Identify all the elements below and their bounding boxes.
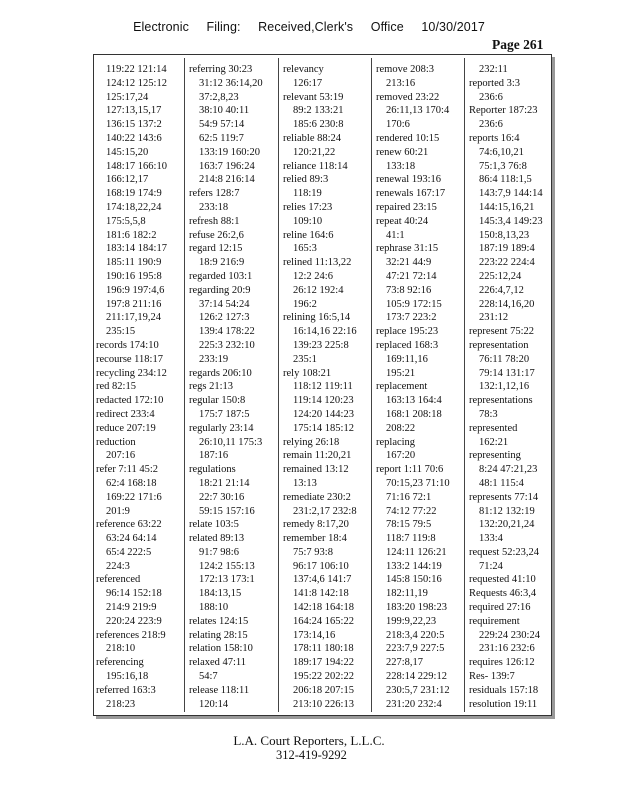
index-entry-line: repaired 23:15 <box>376 201 437 213</box>
index-entry-line: 133:4 <box>479 533 503 545</box>
index-entry-line: 78:3 <box>479 408 498 420</box>
index-entry-line: 78:15 79:5 <box>386 519 432 531</box>
index-entry-line: replacing <box>376 436 416 448</box>
index-entry-line: 225:12,24 <box>479 270 522 282</box>
index-entry-line: 163:7 196:24 <box>199 160 255 172</box>
index-entry-line: 133:18 <box>386 160 416 172</box>
index-entry-line: 182:11,19 <box>386 588 428 600</box>
index-entry-line: records 174:10 <box>96 339 159 351</box>
index-entry-line: 16:14,16 22:16 <box>293 326 357 338</box>
index-entry-line: 143:7,9 144:14 <box>479 188 543 200</box>
index-entry-line: relating 28:15 <box>189 629 248 641</box>
index-entry-line: 223:7,9 227:5 <box>386 643 445 655</box>
index-entry-line: 175:14 185:12 <box>293 422 354 434</box>
index-entry-line: 170:6 <box>386 119 410 131</box>
index-entry-line: reline 164:6 <box>283 229 334 241</box>
index-entry-line: refresh 88:1 <box>189 215 240 227</box>
index-entry-line: 165:3 <box>293 243 317 255</box>
index-entry-line: 145:15,20 <box>106 146 149 158</box>
index-entry-line: relation 158:10 <box>189 643 253 655</box>
index-entry-line: 118:7 119:8 <box>386 533 436 545</box>
index-entry-line: reliance 118:14 <box>283 160 348 172</box>
index-entry-line: 231:16 232:6 <box>479 643 535 655</box>
filing-label: Filing: <box>206 20 241 34</box>
index-entry-line: 137:4,6 141:7 <box>293 574 352 586</box>
index-entry-line: 141:8 142:18 <box>293 588 349 600</box>
index-entry-line: 31:12 36:14,20 <box>199 77 263 89</box>
index-entry-line: refers 128:7 <box>189 188 240 200</box>
index-entry-line: replacement <box>376 381 428 393</box>
index-entry-line: 54:7 <box>199 671 218 683</box>
index-entry-line: 218:10 <box>106 643 136 655</box>
index-entry-line: remediate 230:2 <box>283 491 351 503</box>
index-entry-line: 187:16 <box>199 450 229 462</box>
index-entry-line: 62:4 168:18 <box>106 477 157 489</box>
index-entry-line: 167:20 <box>386 450 416 462</box>
index-entry-line: 236:6 <box>479 119 503 131</box>
index-entry-line: 220:24 223:9 <box>106 615 162 627</box>
index-entry-line: 37:14 54:24 <box>199 298 250 310</box>
index-entry-line: 76:11 78:20 <box>479 353 530 365</box>
index-entry-line: 89:2 133:21 <box>293 105 344 117</box>
index-entry-line: red 82:15 <box>96 381 136 393</box>
index-entry-line: 196:9 197:4,6 <box>106 284 165 296</box>
index-entry-line: 189:17 194:22 <box>293 657 354 669</box>
index-entry-line: 190:16 195:8 <box>106 270 162 282</box>
index-entry-line: regards 206:10 <box>189 367 252 379</box>
index-entry-line: relied 89:3 <box>283 174 329 186</box>
index-entry-line: recycling 234:12 <box>96 367 167 379</box>
index-entry-line: 229:24 230:24 <box>479 629 540 641</box>
index-entry-line: related 89:13 <box>189 533 245 545</box>
index-column-4 <box>376 63 463 711</box>
filing-received: Received,Clerk's <box>258 20 354 34</box>
index-entry-line: representation <box>469 339 529 351</box>
index-entry-line: represented <box>469 422 518 434</box>
index-entry-line: regs 21:13 <box>189 381 234 393</box>
index-entry-line: rephrase 31:15 <box>376 243 439 255</box>
index-entry-line: 166:12,17 <box>106 174 149 186</box>
index-entry-line: 48:1 115:4 <box>479 477 524 489</box>
index-entry-line: 174:18,22,24 <box>106 201 162 213</box>
index-entry-line: redacted 172:10 <box>96 395 164 407</box>
index-entry-line: referring 30:23 <box>189 64 253 75</box>
index-column-2 <box>189 63 276 711</box>
index-entry-line: 132:20,21,24 <box>479 519 535 531</box>
index-entry-line: 226:4,7,12 <box>479 284 524 296</box>
index-entry-line: repeat 40:24 <box>376 215 429 227</box>
index-entry-line: 126:17 <box>293 77 323 89</box>
index-entry-line: 145:8 150:16 <box>386 574 442 586</box>
footer-phone: 312-419-9292 <box>276 748 347 762</box>
index-entry-line: 140:22 143:6 <box>106 132 162 144</box>
index-entry-line: renew 60:21 <box>376 146 429 158</box>
index-entry-line: 150:8,13,23 <box>479 229 530 241</box>
index-entry-line: 227:8,17 <box>386 657 424 669</box>
footer-company: L.A. Court Reporters, L.L.C. <box>233 733 385 748</box>
index-entry-line: reduction <box>96 436 136 448</box>
index-entry-line: 195:21 <box>386 367 416 379</box>
index-entry-line: Requests 46:3,4 <box>469 588 537 600</box>
index-entry-line: 175:7 187:5 <box>199 408 250 420</box>
index-entry-line: 185:6 230:8 <box>293 119 344 131</box>
index-entry-line: 162:21 <box>479 436 509 448</box>
index-entry-line: 231:2,17 232:8 <box>293 505 357 517</box>
index-entry-line: 79:14 131:17 <box>479 367 535 379</box>
index-entry-line: 139:23 225:8 <box>293 339 349 351</box>
index-entry-line: 119:22 121:14 <box>106 64 167 75</box>
index-entry-line: regard 12:15 <box>189 243 243 255</box>
index-entry-line: 233:18 <box>199 201 229 213</box>
index-entry-line: 206:18 207:15 <box>293 684 354 696</box>
index-entry-line: 181:6 182:2 <box>106 229 157 241</box>
index-column-3 <box>283 63 370 711</box>
index-entry-line: 54:9 57:14 <box>199 119 245 131</box>
index-entry-line: 75:1,3 76:8 <box>479 160 527 172</box>
index-entry-line: 105:9 172:15 <box>386 298 442 310</box>
index-entry-line: relaxed 47:11 <box>189 657 247 669</box>
index-entry-line: 164:24 165:22 <box>293 615 354 627</box>
index-entry-line: 120:21,22 <box>293 146 336 158</box>
index-entry-line: 144:15,16,21 <box>479 201 535 213</box>
index-entry-line: remain 11:20,21 <box>283 450 352 462</box>
index-entry-line: 230:5,7 231:12 <box>386 684 450 696</box>
index-entry-line: reference 63:22 <box>96 519 162 531</box>
index-entry-line: 235:1 <box>293 353 317 365</box>
index-entry-line: requires 126:12 <box>469 657 535 669</box>
index-entry-line: remember 18:4 <box>283 533 347 545</box>
index-entry-line: 148:17 166:10 <box>106 160 167 172</box>
index-entry-line: 71:24 <box>479 560 503 572</box>
index-entry-line: remove 208:3 <box>376 64 435 75</box>
index-entry-line: 195:22 202:22 <box>293 671 354 683</box>
index-entry-line: 145:3,4 149:23 <box>479 215 543 227</box>
index-entry-line: relevant 53:19 <box>283 91 344 103</box>
index-entry-line: 37:2,8,23 <box>199 91 239 103</box>
index-entry-line: 22:7 30:16 <box>199 491 245 503</box>
index-entry-line: 118:12 119:11 <box>293 381 353 393</box>
filing-header <box>0 20 618 34</box>
index-entry-line: 75:7 93:8 <box>293 546 333 558</box>
index-entry-line: 41:1 <box>386 229 405 241</box>
index-entry-line: 70:15,23 71:10 <box>386 477 450 489</box>
index-entry-line: redirect 233:4 <box>96 408 155 420</box>
index-entry-line: 12:2 24:6 <box>293 270 333 282</box>
index-entry-line: relying 26:18 <box>283 436 340 448</box>
page-number: Page 261 <box>492 37 544 52</box>
index-entry-line: 136:15 137:2 <box>106 119 162 131</box>
index-entry-line: reports 16:4 <box>469 132 520 144</box>
index-entry-line: referenced <box>96 574 141 586</box>
index-entry-line: 188:10 <box>199 602 229 614</box>
index-entry-line: 65:4 222:5 <box>106 546 152 558</box>
column-divider <box>371 58 372 712</box>
index-entry-line: 175:5,5,8 <box>106 215 146 227</box>
filing-office: Office <box>370 20 404 34</box>
index-entry-line: 119:14 120:23 <box>293 395 354 407</box>
index-entry-line: 26:11,13 170:4 <box>386 105 450 117</box>
index-entry-line: regulations <box>189 464 236 476</box>
index-entry-line: 118:19 <box>293 188 322 200</box>
index-entry-line: 178:11 180:18 <box>293 643 354 655</box>
index-entry-line: remained 13:12 <box>283 464 349 476</box>
index-entry-line: 13:13 <box>293 477 317 489</box>
index-entry-line: 124:11 126:21 <box>386 546 447 558</box>
index-entry-line: 187:19 189:4 <box>479 243 535 255</box>
column-divider <box>184 58 185 712</box>
index-entry-line: 109:10 <box>293 215 323 227</box>
index-entry-line: 233:19 <box>199 353 229 365</box>
index-entry-line: 81:12 132:19 <box>479 505 535 517</box>
index-entry-line: 218:23 <box>106 698 136 710</box>
index-entry-line: 169:22 171:6 <box>106 491 162 503</box>
index-entry-line: 231:12 <box>479 312 509 324</box>
index-entry-line: 211:17,19,24 <box>106 312 162 324</box>
index-entry-line: reduce 207:19 <box>96 422 156 434</box>
index-entry-line: 96:14 152:18 <box>106 588 162 600</box>
filing-date: 10/30/2017 <box>421 20 485 34</box>
index-entry-line: residuals 157:18 <box>469 684 539 696</box>
index-entry-line: relined 11:13,22 <box>283 257 352 269</box>
index-entry-line: refer 7:11 45:2 <box>96 464 159 476</box>
index-entry-line: 86:4 118:1,5 <box>479 174 532 186</box>
index-entry-line: replace 195:23 <box>376 326 439 338</box>
index-entry-line: representations <box>469 395 533 407</box>
index-entry-line: references 218:9 <box>96 629 166 641</box>
index-entry-line: 168:1 208:18 <box>386 408 442 420</box>
index-entry-line: 173:7 223:2 <box>386 312 437 324</box>
index-entry-line: remedy 8:17,20 <box>283 519 349 531</box>
index-entry-line: 127:13,15,17 <box>106 105 162 117</box>
index-entry-line: representing <box>469 450 521 462</box>
index-entry-line: 213:16 <box>386 77 416 89</box>
index-entry-line: 63:24 64:14 <box>106 533 157 545</box>
index-entry-line: represent 75:22 <box>469 326 535 338</box>
index-entry-line: 32:21 44:9 <box>386 257 432 269</box>
index-entry-line: 231:20 232:4 <box>386 698 442 710</box>
index-entry-line: 163:13 164:4 <box>386 395 442 407</box>
index-entry-line: 26:10,11 175:3 <box>199 436 263 448</box>
index-entry-line: report 1:11 70:6 <box>376 464 444 476</box>
index-entry-line: 26:12 192:4 <box>293 284 344 296</box>
index-entry-line: 73:8 92:16 <box>386 284 432 296</box>
index-entry-line: 208:22 <box>386 422 416 434</box>
index-entry-line: release 118:11 <box>189 684 250 696</box>
index-entry-line: resolution 19:11 <box>469 698 538 710</box>
index-entry-line: 47:21 72:14 <box>386 270 437 282</box>
index-entry-line: 232:11 <box>479 64 508 75</box>
index-entry-line: 196:2 <box>293 298 317 310</box>
index-entry-line: 199:9,22,23 <box>386 615 437 627</box>
index-entry-line: renewals 167:17 <box>376 188 446 200</box>
index-entry-line: 223:22 224:4 <box>479 257 535 269</box>
index-entry-line: 18:21 21:14 <box>199 477 250 489</box>
index-column-1 <box>96 63 183 711</box>
index-entry-line: 74:12 77:22 <box>386 505 437 517</box>
index-entry-line: relining 16:5,14 <box>283 312 351 324</box>
index-entry-line: 218:3,4 220:5 <box>386 629 445 641</box>
index-entry-line: 184:13,15 <box>199 588 242 600</box>
index-entry-line: 214:9 219:9 <box>106 602 157 614</box>
index-entry-line: 125:17,24 <box>106 91 149 103</box>
index-entry-line: 169:11,16 <box>386 353 428 365</box>
index-entry-line: 133:19 160:20 <box>199 146 260 158</box>
index-entry-line: reported 3:3 <box>469 77 521 89</box>
index-entry-line: regarded 103:1 <box>189 270 253 282</box>
index-entry-line: 168:19 174:9 <box>106 188 162 200</box>
index-entry-line: 133:2 144:19 <box>386 560 442 572</box>
index-entry-line: regularly 23:14 <box>189 422 254 434</box>
index-entry-line: 59:15 157:16 <box>199 505 255 517</box>
index-entry-line: replaced 168:3 <box>376 339 439 351</box>
index-entry-line: recourse 118:17 <box>96 353 163 365</box>
index-entry-line: 195:16,18 <box>106 671 149 683</box>
index-entry-line: 173:14,16 <box>293 629 336 641</box>
index-entry-line: 124:20 144:23 <box>293 408 354 420</box>
index-entry-line: Reporter 187:23 <box>469 105 538 117</box>
index-entry-line: 201:9 <box>106 505 130 517</box>
index-entry-line: 124:2 155:13 <box>199 560 255 572</box>
index-entry-line: 228:14 229:12 <box>386 671 447 683</box>
index-entry-line: 18:9 216:9 <box>199 257 245 269</box>
index-entry-line: 207:16 <box>106 450 136 462</box>
index-entry-line: rely 108:21 <box>283 367 332 379</box>
index-entry-line: renewal 193:16 <box>376 174 442 186</box>
index-entry-line: 62:5 119:7 <box>199 132 244 144</box>
index-entry-line: required 27:16 <box>469 602 531 614</box>
index-entry-line: 224:3 <box>106 560 130 572</box>
index-entry-line: removed 23:22 <box>376 91 440 103</box>
index-entry-line: 228:14,16,20 <box>479 298 535 310</box>
index-entry-line: refuse 26:2,6 <box>189 229 244 241</box>
index-entry-line: 172:13 173:1 <box>199 574 255 586</box>
index-entry-line: 183:14 184:17 <box>106 243 167 255</box>
index-entry-line: relates 124:15 <box>189 615 249 627</box>
index-entry-line: represents 77:14 <box>469 491 539 503</box>
index-entry-line: 225:3 232:10 <box>199 339 255 351</box>
index-entry-line: 142:18 164:18 <box>293 602 354 614</box>
index-entry-line: relate 103:5 <box>189 519 239 531</box>
index-entry-line: 124:12 125:12 <box>106 77 167 89</box>
index-entry-line: 71:16 72:1 <box>386 491 432 503</box>
index-column-5 <box>469 63 556 711</box>
index-entry-line: relies 17:23 <box>283 201 333 213</box>
index-entry-line: Res- 139:7 <box>469 671 515 683</box>
index-entry-line: 235:15 <box>106 326 136 338</box>
index-entry-line: 38:10 40:11 <box>199 105 250 117</box>
index-entry-line: requested 41:10 <box>469 574 536 586</box>
column-divider <box>278 58 279 712</box>
index-entry-line: 214:8 216:14 <box>199 174 255 186</box>
filing-electronic: Electronic <box>133 20 189 34</box>
index-entry-line: relevancy <box>283 64 324 75</box>
index-entry-line: 120:14 <box>199 698 229 710</box>
index-entry-line: 236:6 <box>479 91 503 103</box>
index-entry-line: reliable 88:24 <box>283 132 342 144</box>
index-entry-line: 126:2 127:3 <box>199 312 250 324</box>
index-entry-line: request 52:23,24 <box>469 546 539 558</box>
index-entry-line: 8:24 47:21,23 <box>479 464 538 476</box>
index-entry-line: requirement <box>469 615 520 627</box>
index-entry-line: rendered 10:15 <box>376 132 440 144</box>
index-entry-line: referencing <box>96 657 144 669</box>
index-entry-line: 197:8 211:16 <box>106 298 162 310</box>
index-entry-line: regarding 20:9 <box>189 284 251 296</box>
index-entry-line: 91:7 98:6 <box>199 546 239 558</box>
index-entry-line: regular 150:8 <box>189 395 246 407</box>
index-entry-line: 185:11 190:9 <box>106 257 162 269</box>
column-divider <box>464 58 465 712</box>
index-entry-line: 132:1,12,16 <box>479 381 530 393</box>
index-entry-line: 96:17 106:10 <box>293 560 349 572</box>
index-entry-line: 139:4 178:22 <box>199 326 255 338</box>
index-entry-line: 74:6,10,21 <box>479 146 524 158</box>
index-entry-line: 183:20 198:23 <box>386 602 447 614</box>
index-entry-line: referred 163:3 <box>96 684 156 696</box>
index-entry-line: 213:10 226:13 <box>293 698 354 710</box>
